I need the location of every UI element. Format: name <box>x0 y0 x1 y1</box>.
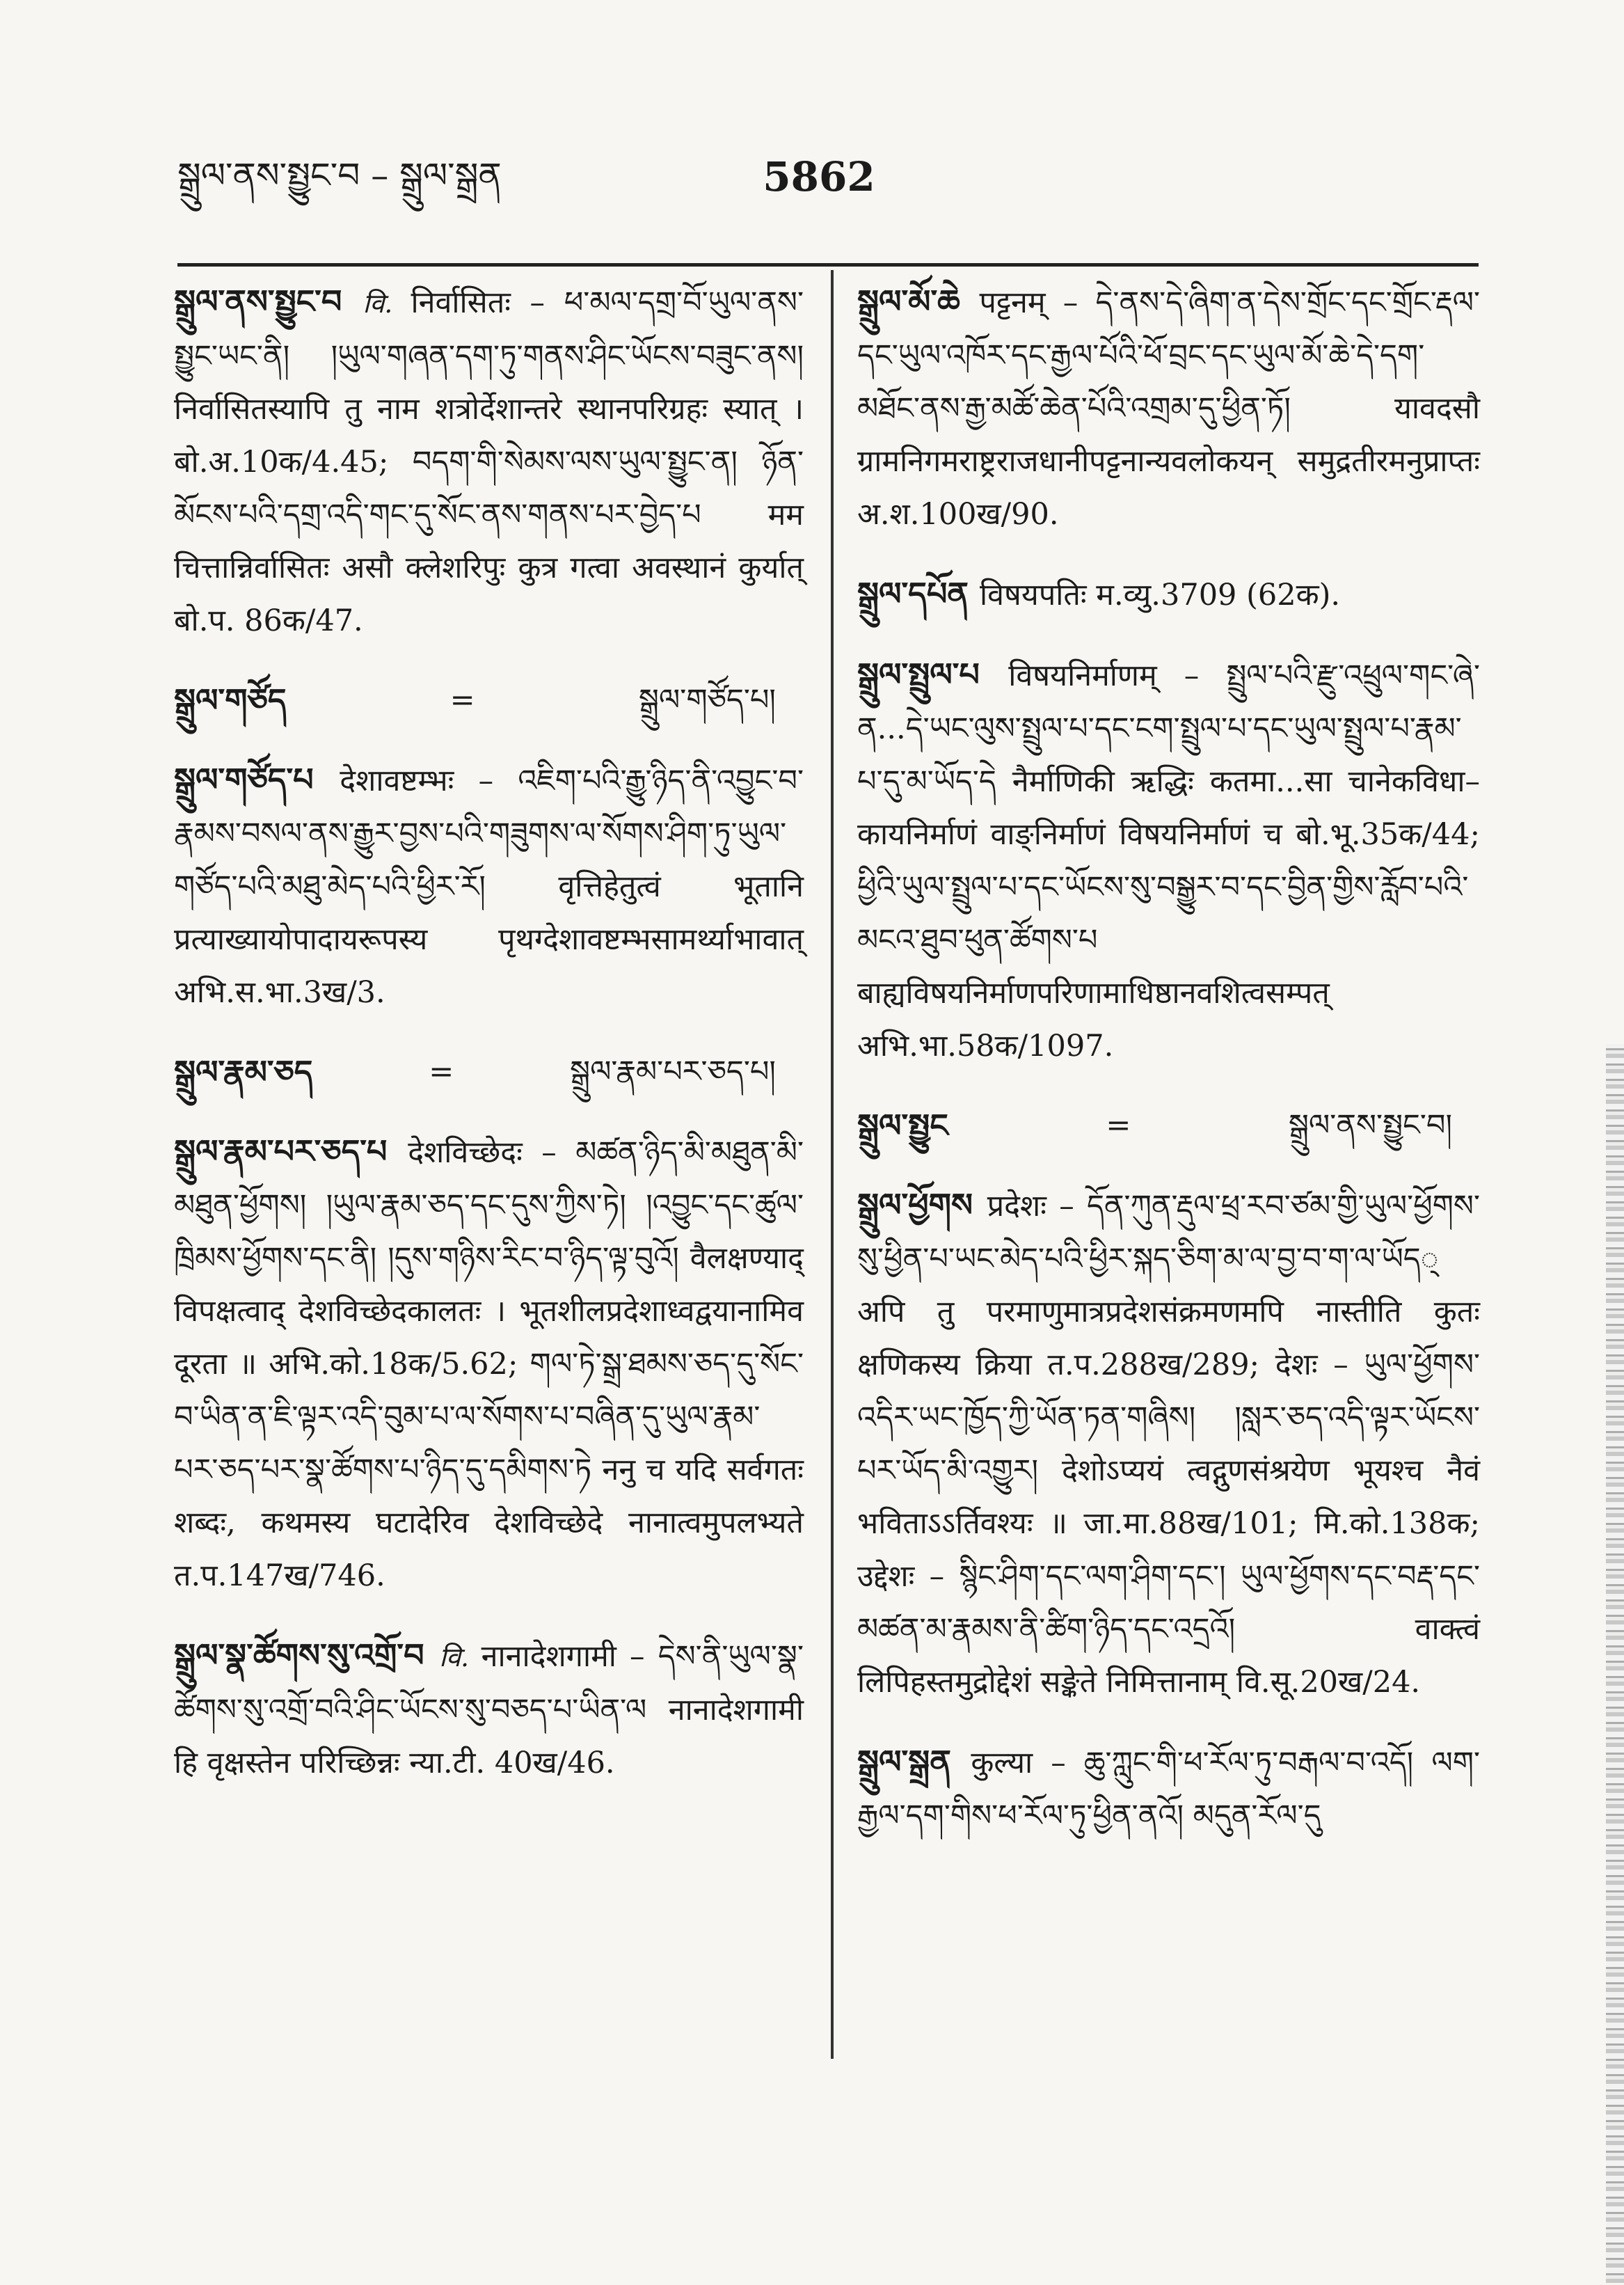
entry-body: प्रदेशः – དོན་ཀུན་རྡུལ་ཕྲ་རབ་ཙམ་གྱི་ཡུལ་ཕྱོགས་སུ་ཕྱིན་པ་ཡང་མེད་པའི་ཕྱིར་སྐད་ཅིག་མ་ལ་བྱ་བ་ག་ལ་ཡོད् अपि तु परमाणुमात्रप्रदेशसंक्रमणमपि नास्तीति कुतः क्षणिकस्य क्रिया त.प.288ख/289; देशः – ཡུལ་ཕྱོགས་འདིར་ཡང་ཁྱོད་ཀྱི་ཡོན་ཏན་གཞིས། །སླར་ཅད་འདི་ལྟར་ཡོངས་པར་ཡོད་མི་འགྱུར། देशोऽप्ययं त्वद्गुणसंश्रयेण भूयश्च नैवं भविताऽऽर्तिवश्यः ॥ जा.मा.88ख/101; मि.को.138क; उद्देशः – སྙིང་ཤིག་དང་ལག་ཤིག་དང་། ཡུལ་ཕྱོགས་དང་བརྡ་དང་མཚན་མ་རྣམས་ནི་ཚིག་ཉིད་དང་འདྲའོ། वाक्त्वं लिपिहस्तमुद्रोद्देशं सङ्केते निमित्तानाम् वि.सू.20ख/24. <box>857 1189 1480 1700</box>
entry-headword: སྒྲུལ་སྤྱུང <box>857 1107 948 1144</box>
entry-body: नानादेशगामी – དེས་ནི་ཡུལ་སྣ་ཚོགས་སུ་འགྲོ་བའི་ཤིང་ཡོངས་སུ་བཅད་པ་ཡིན་ལ नानादेशगामी हि वृक्षस्तेन परिच्छिन्नः न्या.टी. 40ख/46. <box>174 1639 804 1780</box>
entry-body: पट्टनम् – དེ་ནས་དེ་ཞིག་ན་དེས་གྲོང་དང་གྲོང་རྡལ་དང་ཡུལ་འཁོར་དང་རྒྱལ་པོའི་ཕོ་བྲང་དང་ཡུལ་མོ་ཆེ་དེ་དག་མཐོང་ནས་རྒྱ་མཚོ་ཆེན་པོའི་འགྲམ་དུ་ཕྱིན་ཏོ། यावदसौ ग्रामनिगमराष्ट्रराजधानीपट्टनान्यवलोकयन् समुद्रतीरमनुप्राप्तः अ.श.100ख/90. <box>857 285 1480 532</box>
entry-body: विषयनिर्माणम् – སྤྲུལ་པའི་རྫུ་འཕྲུལ་གང་ཞེ་ན...དེ་ཡང་ལུས་སྤྲུལ་པ་དང་ངག་སྤྲུལ་པ་དང་ཡུལ་སྤྲུལ་པ་རྣམ་པ་དུ་མ་ཡོད་དེ नैर्माणिकी ऋद्धिः कतमा...सा चानेकविधा–कायनिर्माणं वाङ्निर्माणं विषयनिर्माणं च बो.भू.35क/44; ཕྱིའི་ཡུལ་སྤྲུལ་པ་དང་ཡོངས་སུ་བསྒྱུར་བ་དང་བྱིན་གྱིས་རློབ་པའི་མངའ་ཐུབ་ཕུན་ཚོགས་པ बाह्यविषयनिर्माणपरिणामाधिष्ठानवशित्वसम्पत् अभि.भा.58क/1097. <box>857 658 1481 1064</box>
dictionary-entry <box>857 1735 1480 1842</box>
entry-headword: སྒྲུལ་གཙོད་པ <box>174 761 340 798</box>
cross-reference-entry <box>857 1099 1480 1152</box>
entry-body: कुल्या – ཆུ་ཀླུང་གི་ཕ་རོལ་ཏུ་བརྒལ་བ་འདོ། ལག་རྒྱལ་དག་གིས་ཕ་རོལ་ཏུ་ཕྱིན་ནའོ། མདུན་རོལ་དུ <box>857 1746 1480 1833</box>
running-header: སྒྲུལ་ནས་སྤྱུང་བ – སྒྲུལ་སྒྲན <box>177 155 502 196</box>
dictionary-entry <box>174 753 804 1019</box>
cross-reference-entry <box>174 1045 804 1098</box>
entry-headword: སྒྲུལ་སྤྲུལ་པ <box>857 656 1009 693</box>
scan-edge-noise <box>1606 1044 1624 2283</box>
grammar-label: वि. <box>439 1642 481 1673</box>
entry-headword: སྒྲུལ་མོ་ཆེ <box>857 283 980 320</box>
page-number: 5862 <box>763 153 875 200</box>
entry-headword: སྒྲུལ་རྣམ་པར་ཅད་པ <box>174 1132 408 1170</box>
dictionary-entry <box>857 648 1480 1073</box>
entry-headword: སྒྲུལ་དཔོན <box>857 575 980 612</box>
dictionary-entry <box>174 1629 804 1789</box>
cross-reference-target: སྒྲུལ་ནས་སྤྱུང་བ། <box>1288 1108 1452 1143</box>
column-divider <box>831 270 834 2059</box>
entry-headword: སྒྲུལ་ནས་སྤྱུང་བ <box>174 283 363 320</box>
dictionary-entry <box>857 567 1480 622</box>
entry-body: विषयपतिः म.व्यु.3709 (62क). <box>980 578 1341 612</box>
entry-body: निर्वासितः – ཕ་མལ་དགྲ་བོ་ཡུལ་ནས་སྤྱུང་ཡང་ནི། །ཡུལ་གཞན་དག་ཏུ་གནས་ཤིང་ཡོངས་བཟུང་ནས། निर्वासितस्यापि तु नाम शत्रोर्देशान्तरे स्थानपरिग्रहः स्यात् । बो.अ.10क/4.45; བདག་གི་སེམས་ལས་ཡུལ་སྤྱུང་ན། ཉོན་མོངས་པའི་དགྲ་འདི་གང་དུ་སོང་ནས་གནས་པར་བྱེད་པ मम चित्तान्निर्वासितः असौ क्लेशरिपुः कुत्र गत्वा अवस्थानं कुर्यात् बो.प. 86क/47. <box>174 285 804 638</box>
dictionary-entry <box>857 275 1480 541</box>
equals-sign: = <box>429 1054 454 1089</box>
entry-body: देशविच्छेदः – མཚན་ཉིད་མི་མཐུན་མི་མཐུན་ཕྱོགས། །ཡུལ་རྣམ་ཅད་དང་དུས་ཀྱིས་ཏེ། །འབྱུང་དང་ཚུལ་ཁྲིམས་ཕྱོགས་དང་ནི། །དུས་གཉིས་རིང་བ་ཉིད་ལྟ་བུའོ། वैलक्षण्याद् विपक्षत्वाद् देशविच्छेदकालतः । भूतशीलप्रदेशाध्वद्वयानामिव दूरता ॥ अभि.को.18क/5.62; གལ་ཏེ་སྒྲ་ཐམས་ཅད་དུ་སོང་བ་ཡིན་ན་ཇི་ལྟར་འདི་བུམ་པ་ལ་སོགས་པ་བཞིན་དུ་ཡུལ་རྣམ་པར་ཅད་པར་སྣ་ཚོགས་པ་ཉིད་དུ་དམིགས་ཏེ ननु च यदि सर्वगतः शब्दः, कथमस्य घटादेरिव देशविच्छेदे नानात्वमुपलभ्यते त.प.147ख/746. <box>174 1135 804 1593</box>
entry-headword: སྒྲུལ་ཕྱོགས <box>857 1186 987 1224</box>
dictionary-entry <box>174 1125 804 1602</box>
entry-headword: སྒྲུལ་སྒྲན <box>857 1743 971 1780</box>
left-column <box>174 275 804 1816</box>
entry-headword: སྒྲུལ་གཙོད <box>174 681 287 719</box>
entry-body: देशावष्टम्भः – འཇིག་པའི་རྒྱུ་ཉིད་ནི་འབྱུང་བ་རྣམས་བསལ་ནས་རྒྱུར་བྱས་པའི་གཟུགས་ལ་སོགས་ཤིག་ཏུ་ཡུལ་གཙོད་པའི་མཐུ་མེད་པའི་ཕྱིར་རོ། वृत्तिहेतुत्वं भूतानि प्रत्याख्यायोपादायरूपस्य पृथग्देशावष्टम्भसामर्थ्याभावात् अभि.स.भा.3ख/3. <box>174 764 804 1010</box>
cross-reference-entry <box>174 674 804 727</box>
equals-sign: = <box>1106 1108 1131 1143</box>
header-rule <box>177 263 1479 267</box>
right-column <box>857 275 1480 1869</box>
cross-reference-target: སྒྲུལ་གཙོད་པ། <box>638 683 776 718</box>
dictionary-entry <box>174 275 804 647</box>
entry-headword: སྒྲུལ་རྣམ་ཅད <box>174 1053 313 1091</box>
cross-reference-target: སྒྲུལ་རྣམ་པར་ཅད་པ། <box>570 1054 776 1089</box>
entry-headword: སྒྲུལ་སྣ་ཚོགས་སུ་འགྲོ་བ <box>174 1636 440 1674</box>
equals-sign: = <box>449 683 475 718</box>
dictionary-entry <box>857 1178 1480 1709</box>
grammar-label: वि. <box>363 288 411 319</box>
